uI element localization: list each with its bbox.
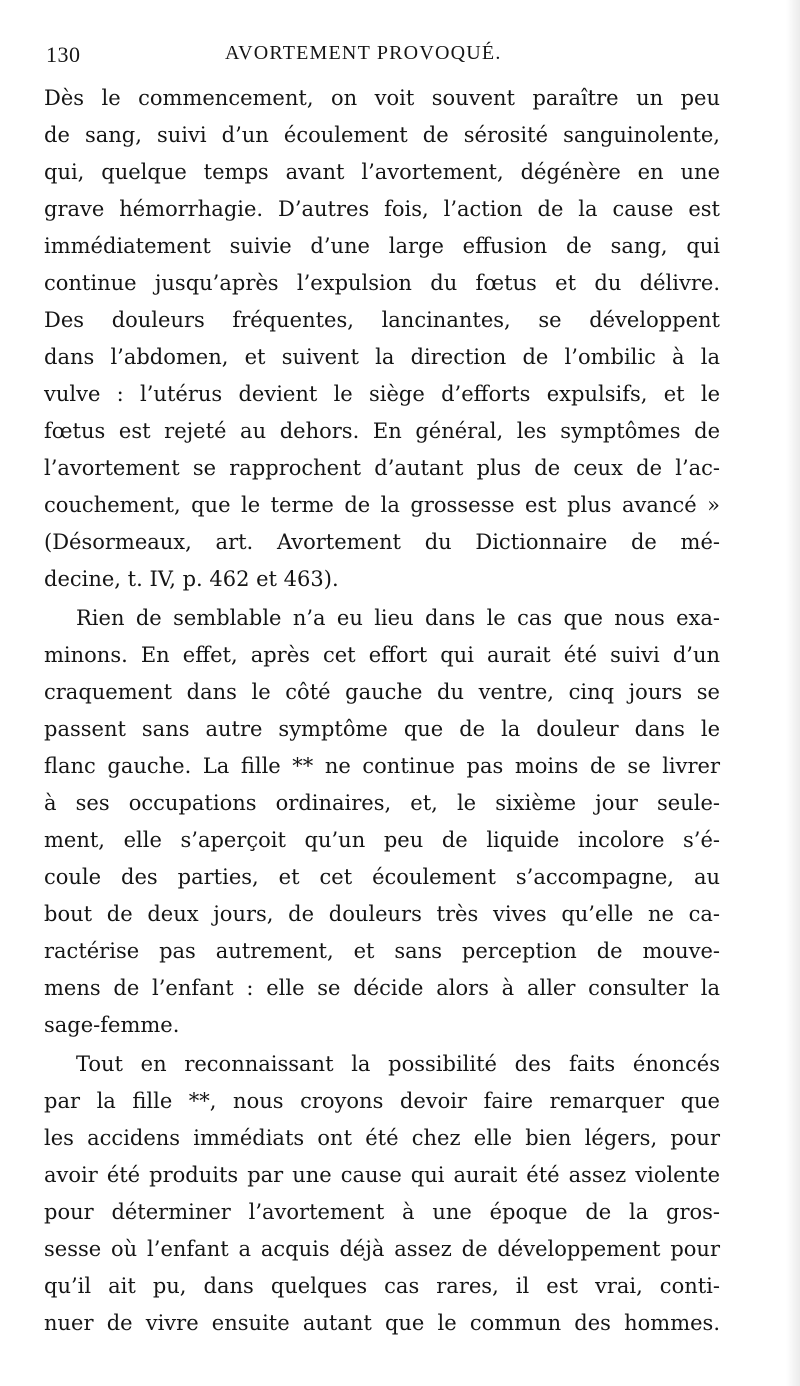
text-line: continue jusqu’après l’expulsion du fœtus et du délivre. (44, 271, 720, 295)
text-line: dans l’abdomen, et suivent la direction de l’ombilic à la (44, 345, 720, 369)
text-line: bout de deux jours, de douleurs très vives qu’elle ne ca- (44, 902, 720, 926)
text-line: Dès le commencement, on voit souvent paraître un peu (44, 86, 720, 110)
text-line: flanc gauche. La fille ** ne continue pas moins de se livrer (44, 754, 720, 778)
text-line: qui, quelque temps avant l’avortement, dégénère en une (44, 160, 720, 184)
text-line: craquement dans le côté gauche du ventre, cinq jours se (44, 680, 720, 704)
text-line: l’avortement se rapprochent d’autant plus de ceux de l’ac- (44, 456, 720, 480)
text-line: ractérise pas autrement, et sans perception de mouve- (44, 939, 720, 963)
page-number: 130 (46, 42, 81, 67)
running-title: AVORTEMENT PROVOQUÉ. (225, 42, 502, 64)
text-line: couchement, que le terme de la grossesse est plus avancé » (44, 493, 720, 517)
text-line: vulve : l’utérus devient le siège d’efforts expulsifs, et le (44, 382, 720, 406)
text-line: minons. En effet, après cet effort qui aurait été suivi d’un (44, 643, 720, 667)
text-line: avoir été produits par une cause qui aurait été assez violente (44, 1163, 720, 1187)
text-line: decine, t. IV, p. 462 et 463). (44, 567, 339, 591)
text-line: (Désormeaux, art. Avortement du Dictionnaire de mé- (44, 530, 720, 554)
text-line: les accidens immédiats ont été chez elle bien légers, pour (44, 1126, 720, 1150)
text-line: mens de l’enfant : elle se décide alors à aller consulter la (44, 976, 720, 1000)
text-line: sesse où l’enfant a acquis déjà assez de développement pour (44, 1237, 720, 1261)
text-line: grave hémorrhagie. D’autres fois, l’action de la cause est (44, 197, 720, 221)
paragraph-start-line: Tout en reconnaissant la possibilité des faits énoncés (76, 1052, 720, 1076)
text-line: pour déterminer l’avortement à une époque de la gros- (44, 1200, 720, 1224)
text-line: coule des parties, et cet écoulement s’accompagne, au (44, 865, 720, 889)
text-line: qu’il ait pu, dans quelques cas rares, il est vrai, conti- (44, 1274, 720, 1298)
text-line: sage-femme. (44, 1013, 180, 1037)
text-line: par la fille **, nous croyons devoir faire remarquer que (44, 1089, 720, 1113)
text-line: fœtus est rejeté au dehors. En général, les symptômes de (44, 419, 720, 443)
text-line: nuer de vivre ensuite autant que le commun des hommes. (44, 1311, 720, 1335)
text-line: de sang, suivi d’un écoulement de sérosité sanguinolente, (44, 123, 720, 147)
text-line: immédiatement suivie d’une large effusion de sang, qui (44, 234, 720, 258)
text-line: passent sans autre symptôme que de la douleur dans le (44, 717, 720, 741)
text-line: Des douleurs fréquentes, lancinantes, se développent (44, 308, 720, 332)
paragraph-start-line: Rien de semblable n’a eu lieu dans le cas que nous exa- (76, 606, 720, 630)
text-line: à ses occupations ordinaires, et, le sixième jour seule- (44, 791, 720, 815)
text-line: ment, elle s’aperçoit qu’un peu de liquide incolore s’é- (44, 828, 720, 852)
